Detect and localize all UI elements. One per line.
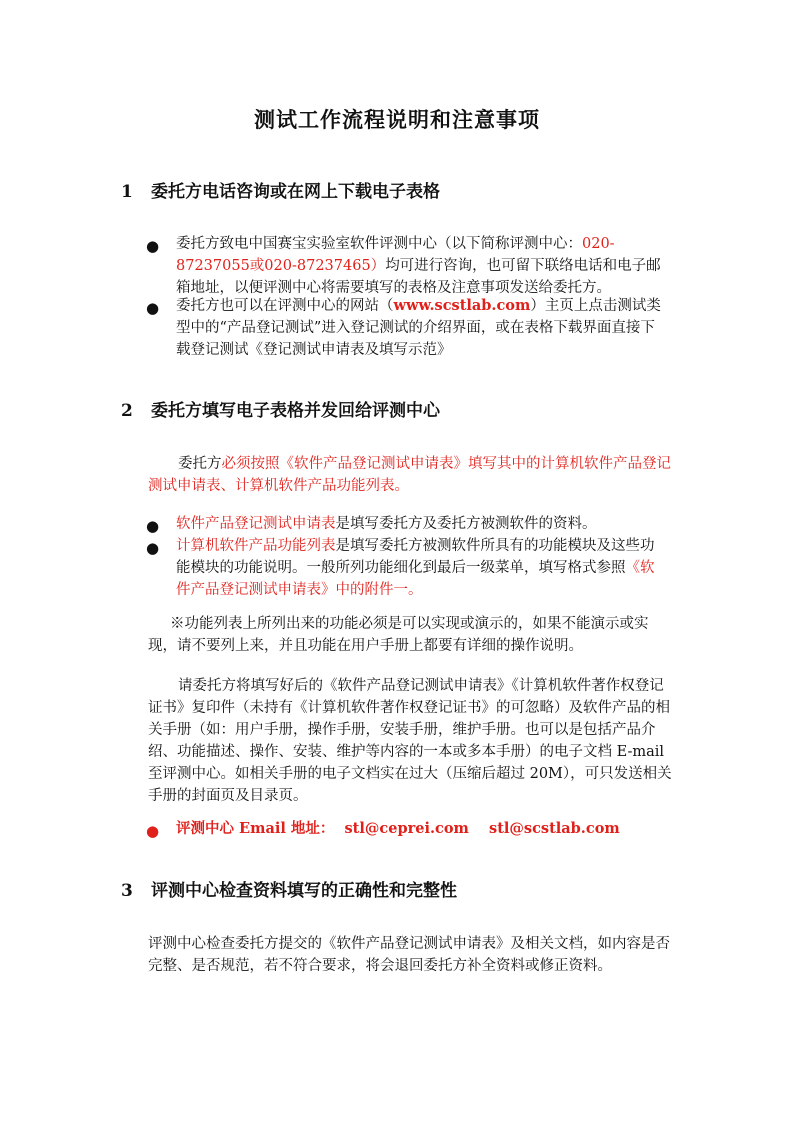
intro-paragraph: 委托方必须按照《软件产品登记测试申请表》填写其中的计算机软件产品登记测试申请表、计算机软件产品功能列表。 — [148, 456, 671, 494]
bullet-icon: ● — [146, 517, 160, 535]
email-label: 评测中心 Email 地址： — [176, 820, 335, 837]
section-number: 2 — [121, 401, 133, 421]
bullet-icon: ● — [146, 299, 160, 317]
list-item-text: 委托方致电中国赛宝实验室软件评测中心（以下简称评测中心：020-87237055或020-87237465）均可进行咨询，也可留下联络电话和电子邮箱地址，以便评测中心将需要填写的表格及注意事项发送给委托方。 — [176, 236, 661, 296]
email-link[interactable]: stl@ceprei.com — [344, 820, 469, 837]
section-number: 1 — [121, 182, 133, 202]
section-1-heading — [121, 177, 440, 202]
section-2-heading — [121, 396, 440, 421]
section-number: 3 — [121, 881, 133, 901]
section-title: 评测中心检查资料填写的正确性和完整性 — [151, 881, 457, 901]
email-link[interactable]: stl@scstlab.com — [489, 820, 620, 837]
section-title: 委托方填写电子表格并发回给评测中心 — [151, 401, 440, 421]
document-title: 测试工作流程说明和注意事项 — [254, 107, 540, 132]
bullet-icon: ● — [146, 237, 160, 255]
bullet-icon: ● — [146, 539, 160, 557]
list-item-text: 委托方也可以在评测中心的网站（www.scstlab.com）主页上点击测试类型中的“产品登记测试”进入登记测试的介绍界面，或在表格下载界面直接下载登记测试《登记测试申请表及填写示范》 — [176, 297, 661, 358]
bullet-icon: ● — [146, 822, 160, 840]
list-item-text: 软件产品登记测试申请表是填写委托方及委托方被测软件的资料。 — [176, 516, 597, 532]
submission-paragraph: 请委托方将填写好后的《软件产品登记测试申请表》《计算机软件著作权登记证书》复印件（未持有《计算机软件著作权登记证书》的可忽略）及软件产品的相关手册（如：用户手册，操作手册，安装手册，维护手册。也可以是包括产品介绍、功能描述、操作、安装、维护等内容的一本或多本手册）的电子文档 E-mail 至评测中心。如相关手册的电子文档实在过大（压缩后超过 20M），可只发送相关手册的封面页及目录页。 — [148, 678, 672, 804]
section-title: 委托方电话咨询或在网上下载电子表格 — [151, 182, 440, 202]
section-3-heading — [121, 876, 457, 901]
section-3-paragraph: 评测中心检查委托方提交的《软件产品登记测试申请表》及相关文档，如内容是否完整、是否规范，若不符合要求，将会退回委托方补全资料或修正资料。 — [148, 936, 670, 974]
phone-numbers: 020-87237055或020-87237465） — [176, 236, 615, 274]
note-paragraph: ※功能列表上所列出来的功能必须是可以实现或演示的，如果不能演示或实现，请不要列上来，并且功能在用户手册上都要有详细的操作说明。 — [148, 616, 649, 654]
website-link[interactable]: www.scstlab.com — [393, 297, 531, 314]
email-line — [176, 818, 666, 840]
list-item-text: 计算机软件产品功能列表是填写委托方被测软件所具有的功能模块及这些功能模块的功能说明。一般所列功能细化到最后一级菜单，填写格式参照《软件产品登记测试申请表》中的附件一。 — [176, 538, 655, 598]
